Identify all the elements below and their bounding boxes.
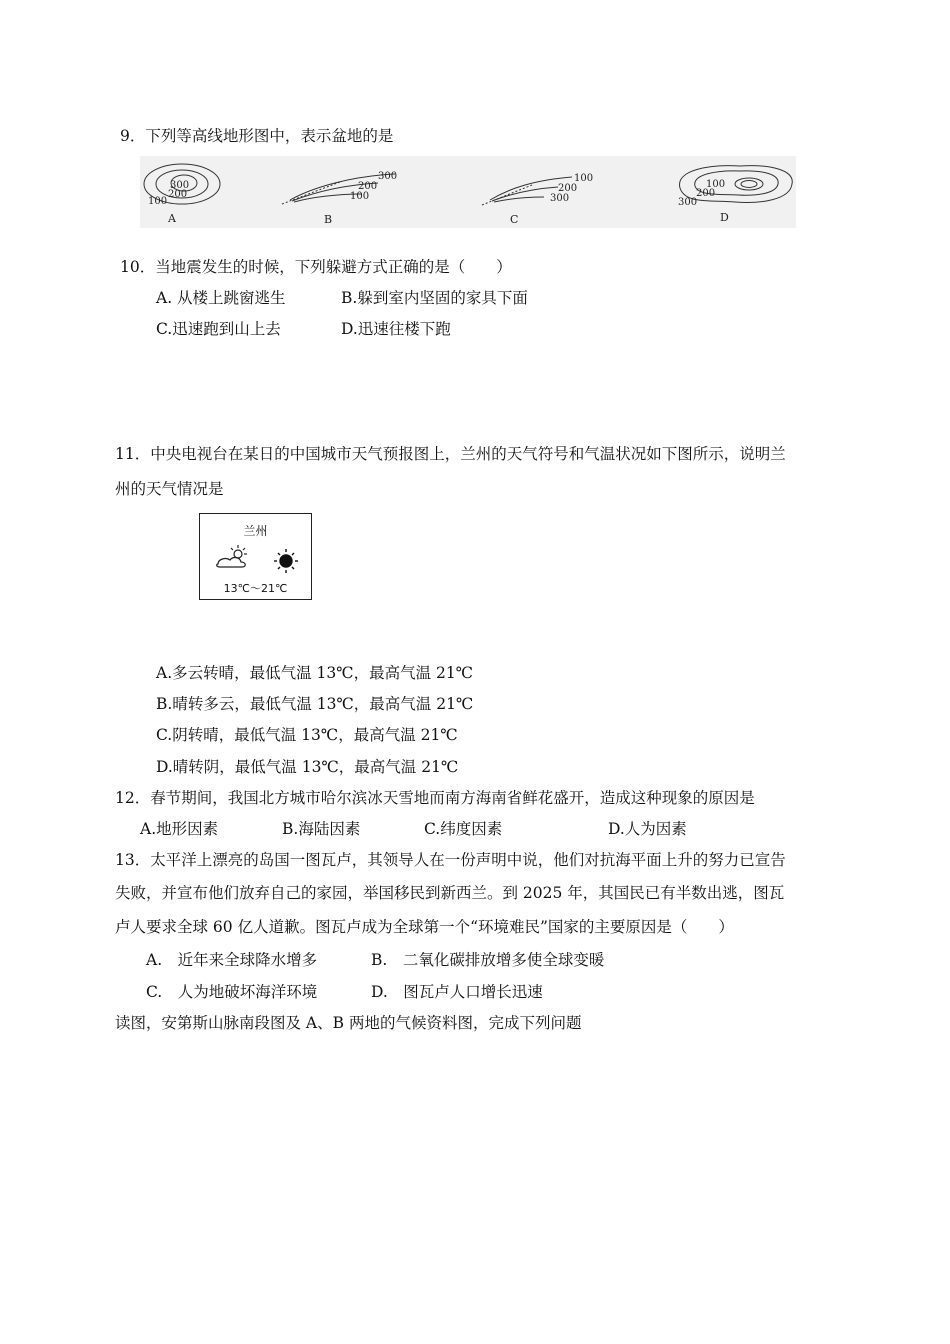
contour-a-200: 200 <box>168 189 188 200</box>
contour-label-a: A <box>168 212 176 225</box>
q11-option-a: A.多云转晴，最低气温 13℃，最高气温 21℃ <box>156 664 474 682</box>
q11-stem-line2: 州的天气情况是 <box>115 480 224 498</box>
contour-c-100: 100 <box>574 173 594 184</box>
q13-option-c: C. 人为地破坏海洋环境 <box>146 983 318 1001</box>
q13-option-b: B. 二氧化碳排放增多使全球变暖 <box>371 951 605 969</box>
contour-maps-svg <box>140 156 796 228</box>
contour-d-100: 100 <box>706 179 726 190</box>
q12-stem: 12．春节期间，我国北方城市哈尔滨冰天雪地而南方海南省鲜花盛开，造成这种现象的原因是 <box>115 789 755 807</box>
q13-line3: 卢人要求全球 60 亿人道歉。图瓦卢成为全球第一个“环境难民”国家的主要原因是（ ） <box>115 918 734 936</box>
cloudy-sun-icon <box>217 545 247 567</box>
contour-c-200: 200 <box>558 183 578 194</box>
q10-option-a: A. 从楼上跳窗逃生 <box>156 289 286 307</box>
contour-c-300: 300 <box>550 193 570 204</box>
weather-temperature: 13℃～21℃ <box>223 582 288 595</box>
q10-stem: 10．当地震发生的时候，下列躲避方式正确的是（ ） <box>120 258 512 276</box>
q10-option-c: C.迅速跑到山上去 <box>156 320 281 338</box>
weather-symbol-box <box>199 513 312 600</box>
contour-b-200: 200 <box>358 181 378 192</box>
weather-icons-svg <box>200 540 310 580</box>
contour-figure <box>140 156 796 228</box>
q12-option-c: C.纬度因素 <box>424 820 503 838</box>
q13-option-a: A. 近年来全球降水增多 <box>146 951 318 969</box>
q13-line2: 失败，并宣布他们放弃自己的家园，举国移民到新西兰。到 2025 年，其国民已有半数出逃，图瓦 <box>115 884 785 902</box>
q11-stem-line1: 11．中央电视台在某日的中国城市天气预报图上，兰州的天气符号和气温状况如下图所示，说明兰 <box>115 445 786 463</box>
q12-option-d: D.人为因素 <box>608 820 687 838</box>
sun-icon <box>274 549 298 573</box>
contour-d-200: 200 <box>696 188 716 199</box>
q11-option-c: C.阴转晴，最低气温 13℃，最高气温 21℃ <box>156 726 458 744</box>
q11-option-b: B.晴转多云，最低气温 13℃，最高气温 21℃ <box>156 695 474 713</box>
contour-a-300: 300 <box>170 180 190 191</box>
contour-b-300: 300 <box>378 171 398 182</box>
reading-intro: 读图，安第斯山脉南段图及 A、B 两地的气候资料图，完成下列问题 <box>115 1014 582 1032</box>
weather-city: 兰州 <box>243 524 268 538</box>
contour-label-c: C <box>510 213 519 226</box>
contour-a-100: 100 <box>148 196 168 207</box>
q13-option-d: D. 图瓦卢人口增长迅速 <box>371 983 543 1001</box>
q9-stem: 9．下列等高线地形图中，表示盆地的是 <box>120 127 394 145</box>
q11-option-d: D.晴转阴，最低气温 13℃，最高气温 21℃ <box>156 758 459 776</box>
contour-label-b: B <box>324 213 333 226</box>
contour-b-100: 100 <box>350 191 370 202</box>
contour-d-300: 300 <box>678 197 698 208</box>
q13-line1: 13．太平洋上漂亮的岛国一图瓦卢，其领导人在一份声明中说，他们对抗海平面上升的努力已宣告 <box>115 851 786 869</box>
q10-option-d: D.迅速往楼下跑 <box>341 320 451 338</box>
q10-option-b: B.躲到室内坚固的家具下面 <box>341 289 528 307</box>
q12-option-b: B.海陆因素 <box>282 820 361 838</box>
q12-option-a: A.地形因素 <box>140 820 219 838</box>
contour-label-d: D <box>720 211 729 224</box>
